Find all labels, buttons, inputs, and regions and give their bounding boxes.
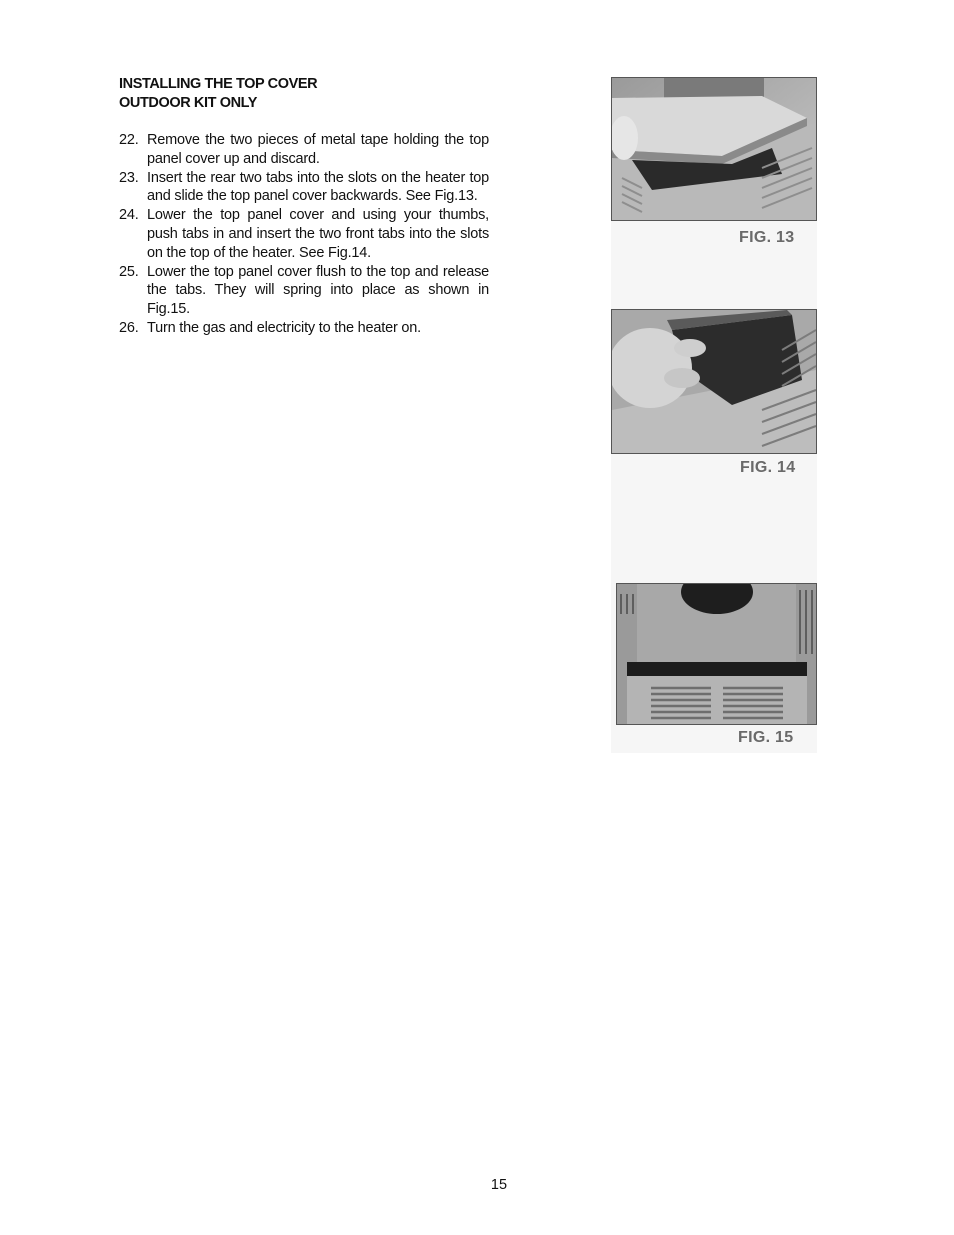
step-item [119, 319, 489, 338]
step-text: Lower the top panel cover flush to the top and release the tabs. They will spring into place as shown in Fig.15. [147, 263, 489, 318]
step-text: Lower the top panel cover and using your thumbs, push tabs in and insert the two front tabs into the slots on the top of the heater. See Fig.14. [147, 207, 489, 261]
step-number: 22. [119, 132, 139, 148]
fig13-caption: FIG. 13 [739, 229, 795, 246]
fig15-caption: FIG. 15 [738, 729, 794, 746]
step-number: 23. [119, 169, 139, 186]
step-text: Turn the gas and electricity to the heater on. [147, 319, 421, 336]
page-number: 15 [490, 1177, 508, 1193]
step-number: 25. [119, 263, 139, 280]
step-text: Remove the two pieces of metal tape holding the top panel cover up and discard. [147, 132, 489, 167]
step-number: 24. [119, 207, 139, 224]
step-item [119, 206, 489, 262]
step-text: Insert the rear two tabs into the slots on the heater top and slide the top panel cover backwards. See Fig.13. [147, 169, 489, 205]
step-number: 26. [119, 319, 139, 336]
instruction-steps [119, 131, 489, 338]
section-title-line1: INSTALLING THE TOP COVER [119, 76, 318, 92]
fig13-photo [611, 77, 817, 221]
fig15-photo [616, 583, 817, 725]
step-item [119, 263, 489, 319]
section-title-line2: OUTDOOR KIT ONLY [119, 95, 258, 111]
fig14-caption: FIG. 14 [740, 459, 796, 476]
section-heading [119, 75, 499, 113]
fig14-photo [611, 309, 817, 454]
step-item [119, 169, 489, 207]
step-item [119, 131, 489, 169]
